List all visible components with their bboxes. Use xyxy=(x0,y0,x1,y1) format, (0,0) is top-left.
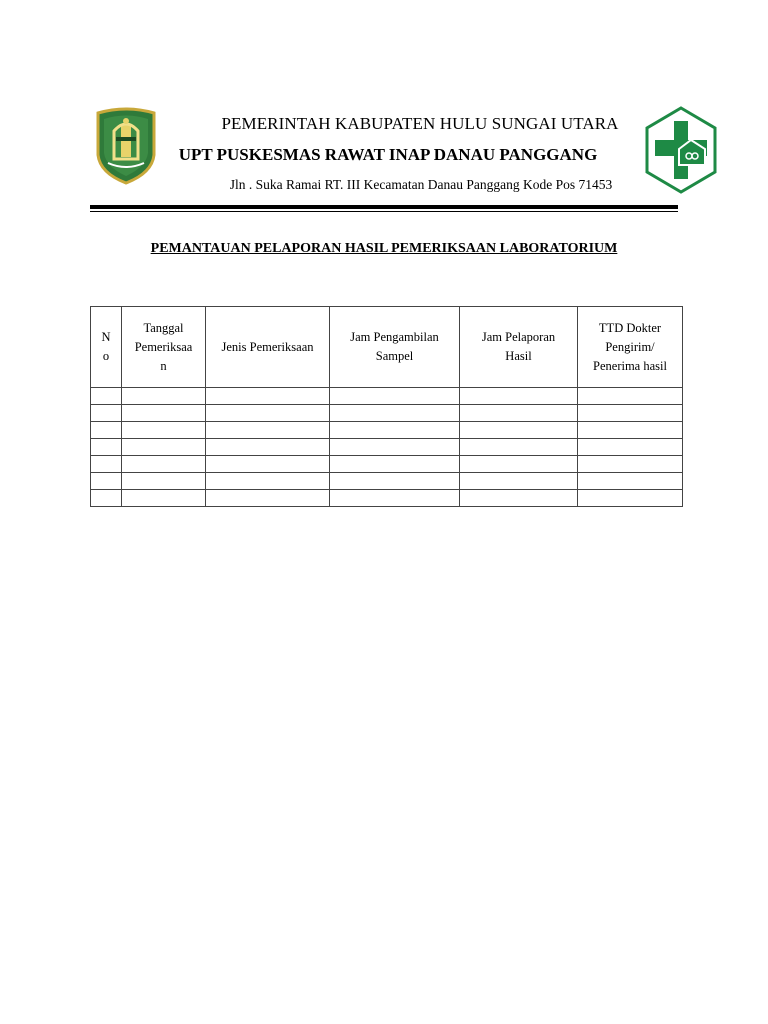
table-cell[interactable] xyxy=(460,405,578,422)
table-cell[interactable] xyxy=(206,405,330,422)
table-cell[interactable] xyxy=(578,422,683,439)
table-cell[interactable] xyxy=(122,473,206,490)
col-header-signature: TTD Dokter Pengirim/ Penerima hasil xyxy=(578,307,683,388)
col-header-report-time: Jam Pelaporan Hasil xyxy=(460,307,578,388)
table-cell[interactable] xyxy=(460,439,578,456)
table-cell[interactable] xyxy=(578,388,683,405)
table-cell[interactable] xyxy=(206,422,330,439)
table-cell[interactable] xyxy=(206,439,330,456)
table-cell[interactable] xyxy=(122,388,206,405)
table-row xyxy=(91,439,683,456)
col-header-no: N o xyxy=(91,307,122,388)
table-cell[interactable] xyxy=(91,439,122,456)
table-cell[interactable] xyxy=(122,439,206,456)
table-cell[interactable] xyxy=(330,473,460,490)
header-address: Jln . Suka Ramai RT. III Kecamatan Danau Panggang Kode Pos 71453 xyxy=(229,177,613,192)
table-cell[interactable] xyxy=(330,388,460,405)
table-row xyxy=(91,473,683,490)
table-cell[interactable] xyxy=(578,439,683,456)
table-row xyxy=(91,422,683,439)
table-cell[interactable] xyxy=(91,422,122,439)
table-cell[interactable] xyxy=(330,456,460,473)
table-cell[interactable] xyxy=(122,490,206,507)
table-cell[interactable] xyxy=(578,473,683,490)
table-cell[interactable] xyxy=(206,473,330,490)
table-cell[interactable] xyxy=(330,490,460,507)
lab-report-table xyxy=(90,306,683,507)
table-cell[interactable] xyxy=(460,456,578,473)
header-divider-thin xyxy=(90,211,678,212)
table-cell[interactable] xyxy=(91,405,122,422)
table-cell[interactable] xyxy=(206,490,330,507)
header-divider-thick xyxy=(90,205,678,209)
col-header-sample-time: Jam Pengambilan Sampel xyxy=(330,307,460,388)
table-cell[interactable] xyxy=(578,405,683,422)
table-cell[interactable] xyxy=(460,473,578,490)
table-cell[interactable] xyxy=(330,405,460,422)
table-header-row xyxy=(91,307,683,388)
table-cell[interactable] xyxy=(91,456,122,473)
table-cell[interactable] xyxy=(206,388,330,405)
table-row xyxy=(91,405,683,422)
table-row xyxy=(91,490,683,507)
table-cell[interactable] xyxy=(330,422,460,439)
header-government: PEMERINTAH KABUPATEN HULU SUNGAI UTARA xyxy=(221,114,619,133)
header-institution: UPT PUSKESMAS RAWAT INAP DANAU PANGGANG xyxy=(178,145,598,164)
document-title: PEMANTAUAN PELAPORAN HASIL PEMERIKSAAN LABORATORIUM xyxy=(150,241,618,256)
table-cell[interactable] xyxy=(460,422,578,439)
table-cell[interactable] xyxy=(122,405,206,422)
col-header-date: Tanggal Pemeriksaa n xyxy=(122,307,206,388)
table-cell[interactable] xyxy=(122,456,206,473)
table-cell[interactable] xyxy=(91,473,122,490)
col-header-type: Jenis Pemeriksaan xyxy=(206,307,330,388)
table-row xyxy=(91,388,683,405)
table-cell[interactable] xyxy=(91,388,122,405)
table-cell[interactable] xyxy=(460,490,578,507)
table-cell[interactable] xyxy=(578,490,683,507)
table-cell[interactable] xyxy=(91,490,122,507)
table-cell[interactable] xyxy=(122,422,206,439)
table-cell[interactable] xyxy=(578,456,683,473)
table-cell[interactable] xyxy=(206,456,330,473)
table-cell[interactable] xyxy=(330,439,460,456)
table-cell[interactable] xyxy=(460,388,578,405)
table-row xyxy=(91,456,683,473)
